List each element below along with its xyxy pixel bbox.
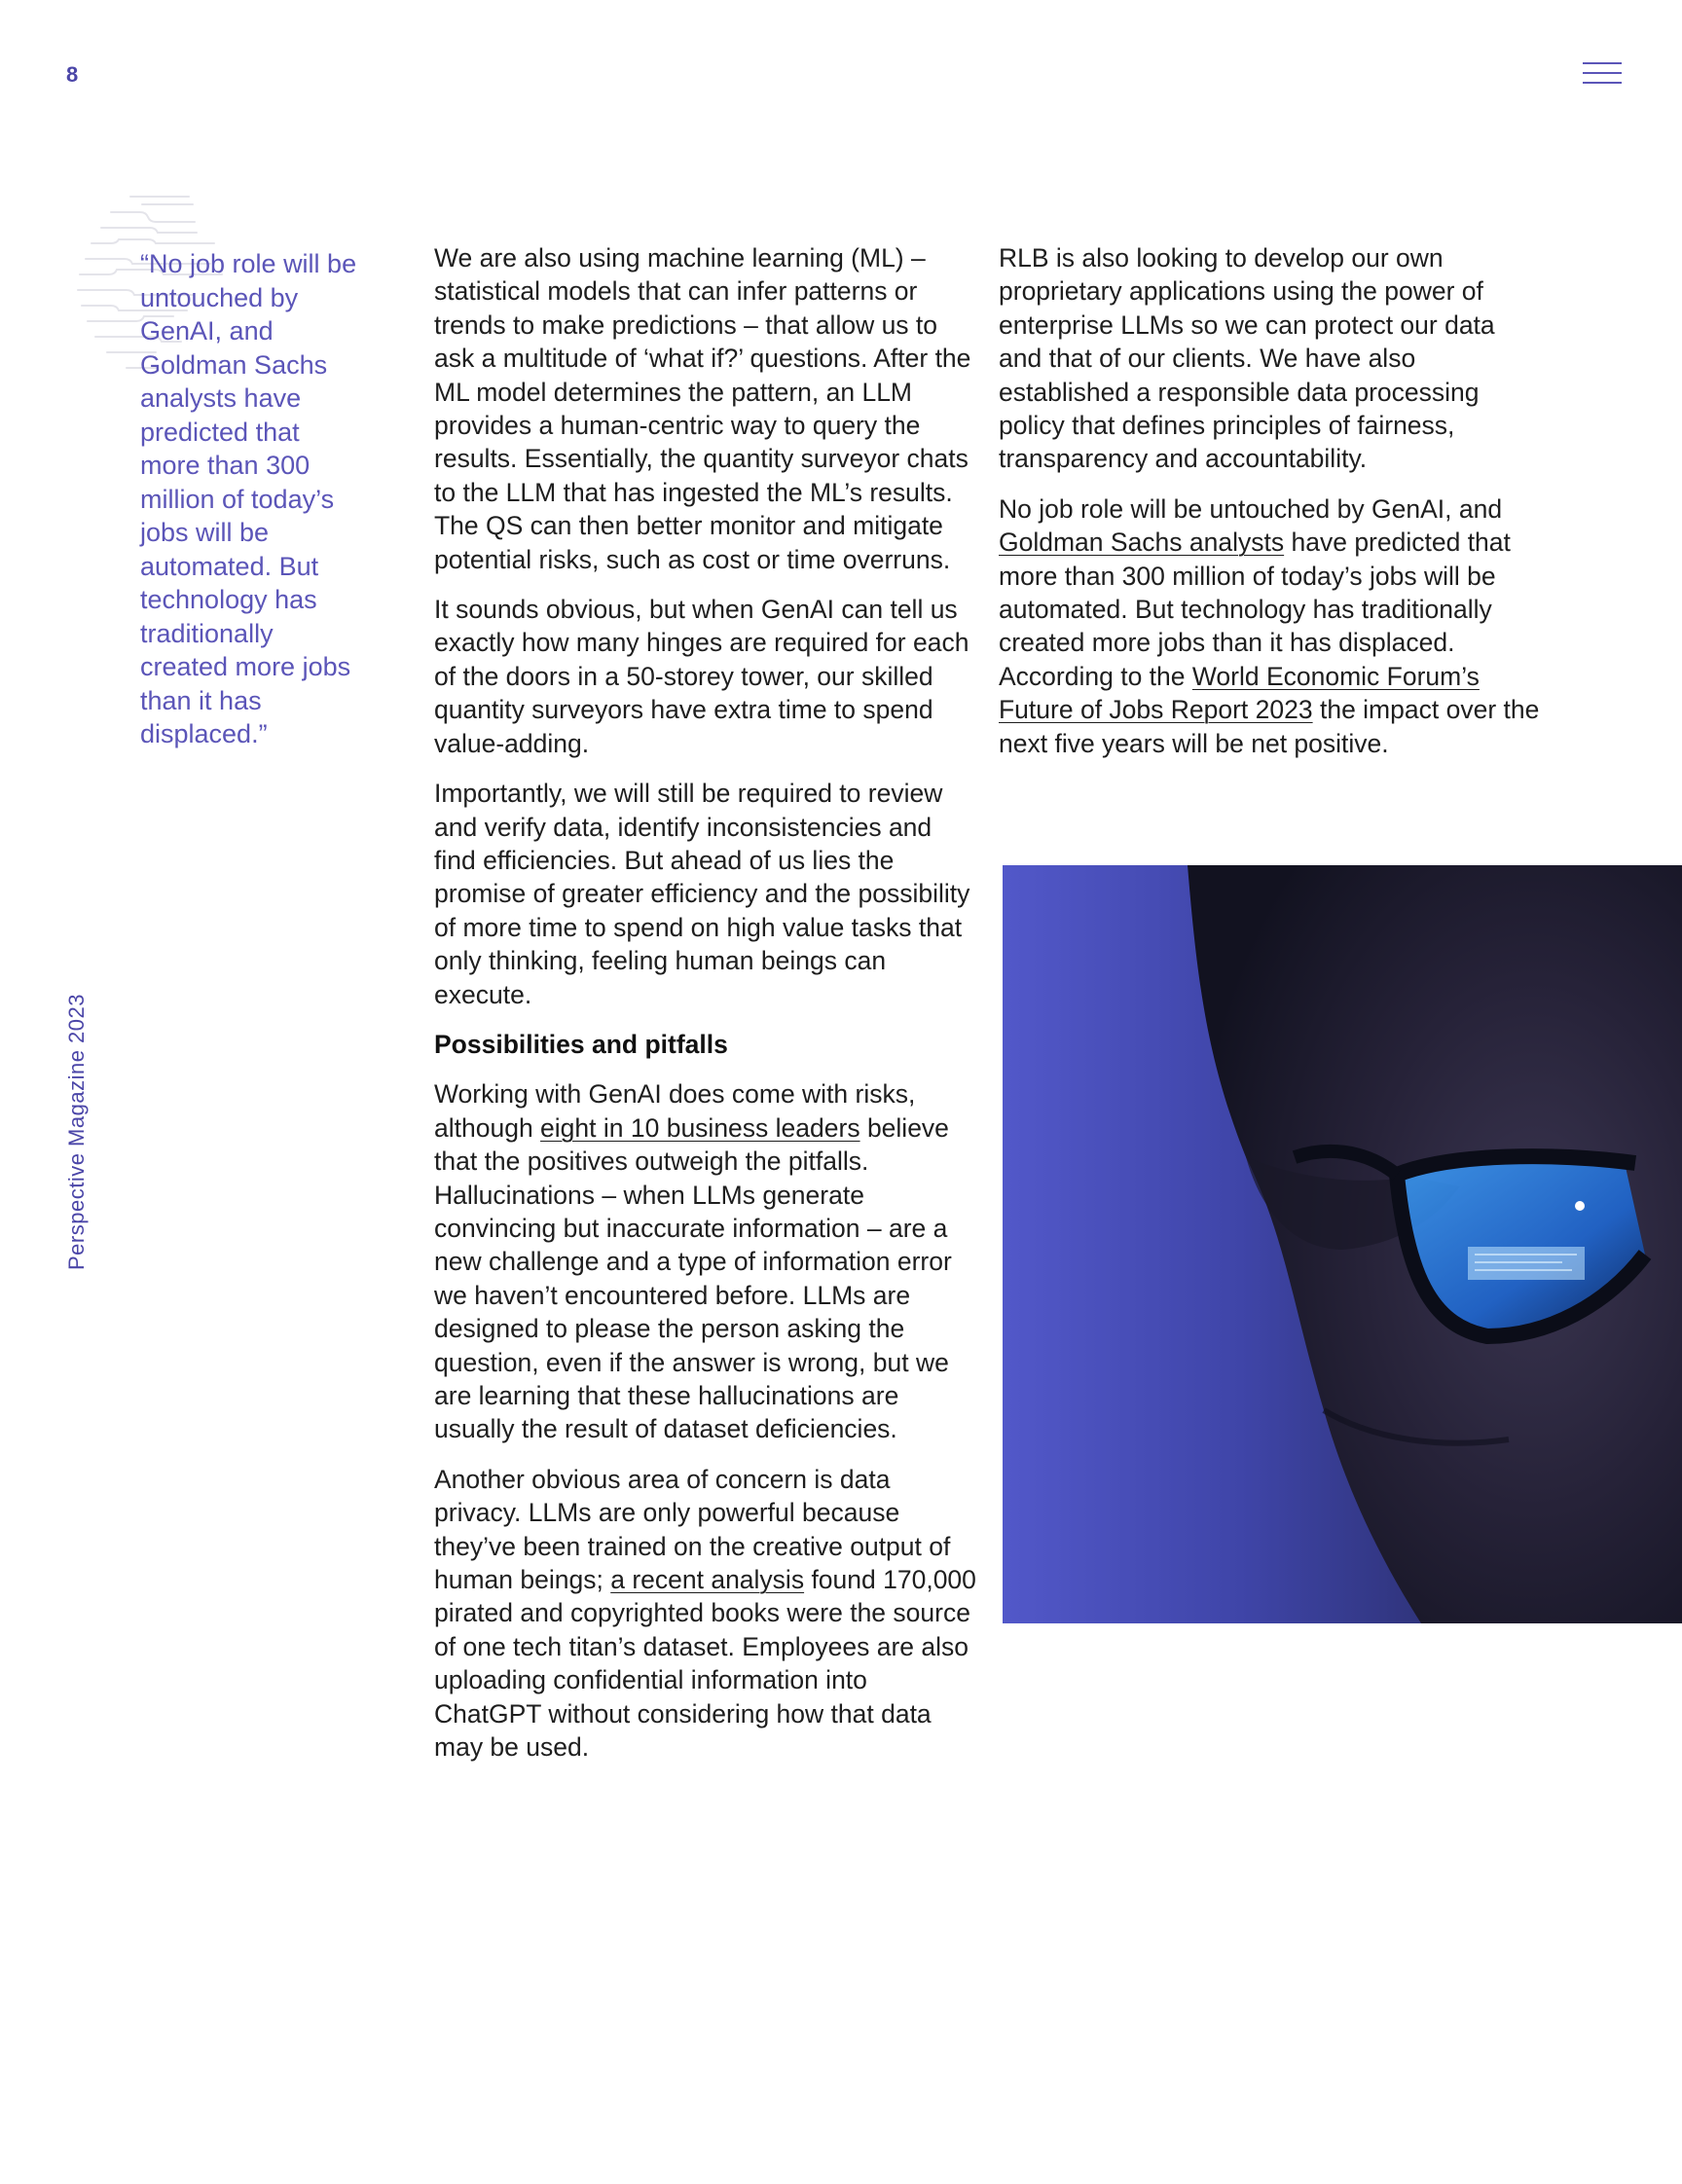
menu-line [1583,72,1622,74]
paragraph [434,1463,979,1765]
pull-quote: “No job role will be untouched by GenAI, and Goldman Sachs analysts have predicted that more than 300 million of today’s jobs will be automated. But technology has traditionally created more jobs than it has displaced.” [140,249,357,748]
article-column-right [999,241,1544,777]
page-number: 8 [66,62,79,87]
magazine-side-label: Perspective Magazine 2023 [64,994,89,1270]
section-heading: Possibilities and pitfalls [434,1029,728,1059]
recent-analysis-link[interactable]: a recent analysis [610,1565,805,1595]
wef-jobs-report-link[interactable]: World Economic Forum’s Future of Jobs Report 2023 [999,661,1480,725]
paragraph [434,1077,979,1445]
text-span: have predicted that more than 300 million of today’s jobs will be automated. But technology has traditionally created more jobs than it has displaced. According to the [999,528,1511,691]
text-span: the impact over the next five years will be net positive. [999,695,1540,758]
paragraph: Importantly, we will still be required to review and verify data, identify inconsistencies and find efficiencies. But ahead of us lies the promise of greater efficiency and the possibility of more time to spend on high value tasks that only thinking, feeling human beings can execute. [434,779,970,1009]
text-span: Another obvious area of concern is data privacy. LLMs are only powerful because they’ve been trained on the creative output of human beings; [434,1464,951,1595]
menu-line [1583,82,1622,84]
paragraph [999,492,1544,760]
menu-line [1583,62,1622,64]
business-leaders-link[interactable]: eight in 10 business leaders [540,1112,860,1143]
text-span: No job role will be untouched by GenAI, and [999,493,1503,524]
goldman-sachs-link[interactable]: Goldman Sachs analysts [999,528,1285,558]
paragraph: RLB is also looking to develop our own proprietary applications using the power of enterprise LLMs so we can protect our data and that of our clients. We have also established a responsible data processing policy that defines principles of fairness, transparency and accountability. [999,243,1495,474]
text-span: believe that the positives outweigh the pitfalls. Hallucinations – when LLMs generate convincing but inaccurate information – are a new challenge and a type of information error we haven’t encountered before. LLMs are designed to please the person asking the question, even if the answer is wrong, but we are learning that these hallucinations are usually the result of dataset deficiencies. [434,1112,952,1444]
paragraph: We are also using machine learning (ML) – statistical models that can infer patterns or trends to make predictions – that allow us to ask a multitude of ‘what if?’ questions. After the ML model determines the pattern, an LLM provides a human-centric way to query the results. Essentially, the quantity surveyor chats to the LLM that has ingested the ML’s results. The QS can then better monitor and mitigate potential risks, such as cost or time overruns. [434,243,971,574]
hamburger-menu-icon[interactable] [1583,62,1622,88]
man-with-glasses-photo [1003,865,1682,1623]
text-span: Working with GenAI does come with risks, although [434,1079,916,1143]
article-column-left [434,241,979,1780]
paragraph: It sounds obvious, but when GenAI can tell us exactly how many hinges are required for each of the doors in a 50-storey tower, our skilled quantity surveyors have extra time to spend value-adding. [434,595,969,758]
text-span: found 170,000 pirated and copyrighted books were the source of one tech titan’s dataset. Employees are also uploading confidential information into ChatGPT without considering how that data may be used. [434,1565,976,1763]
